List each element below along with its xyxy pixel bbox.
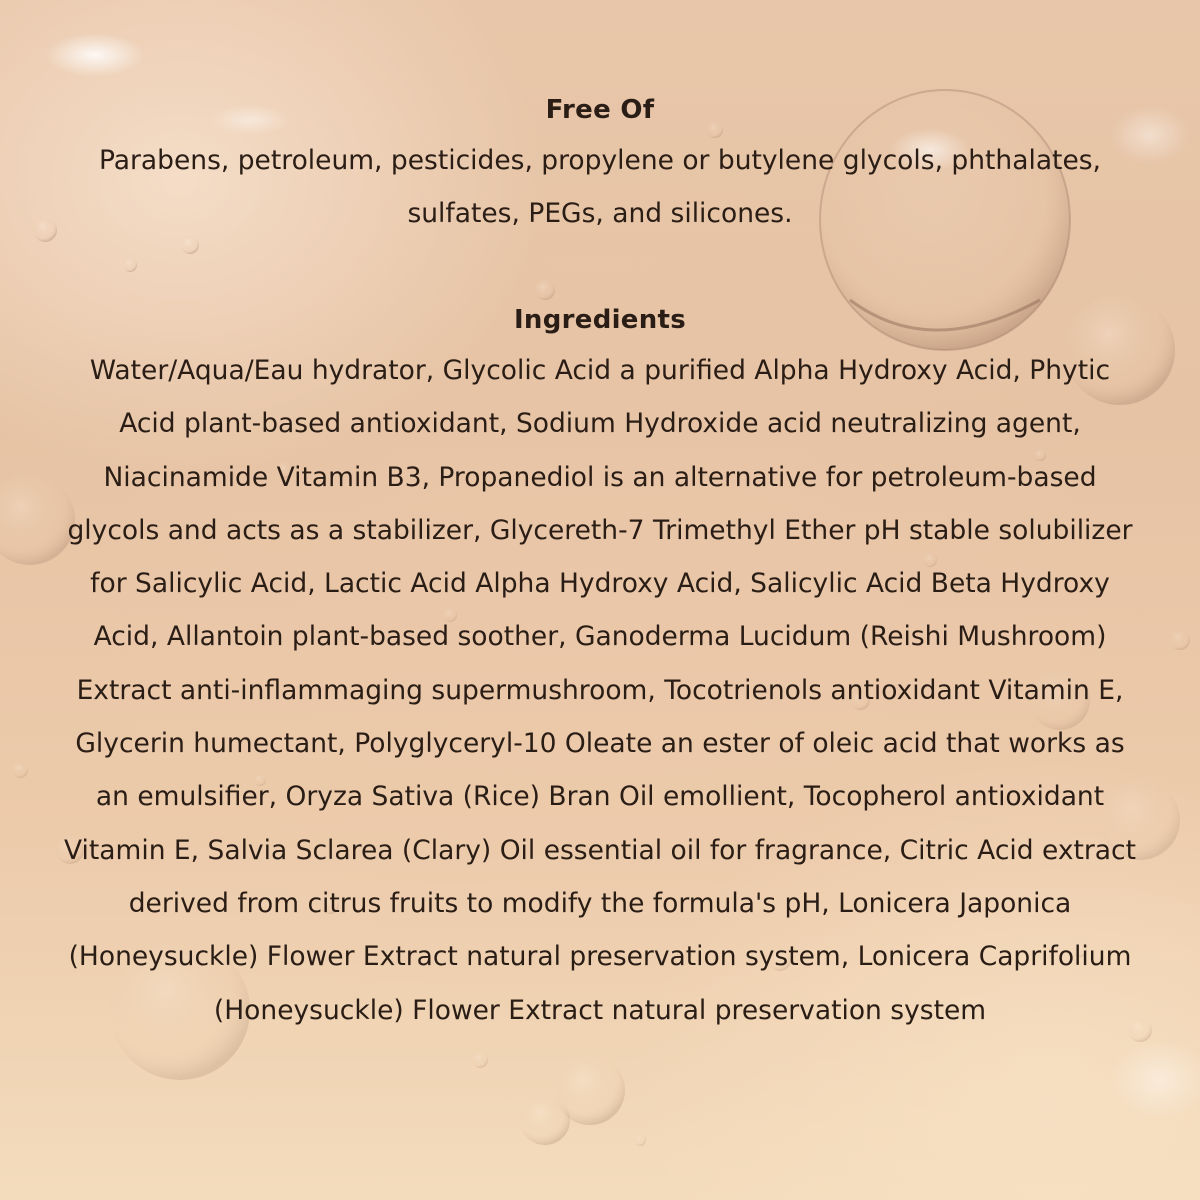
ingredients-heading: Ingredients [513,305,687,335]
section-spacer [50,240,1150,296]
product-info-text [50,86,1150,1037]
ingredients-list: Water/Aqua/Eau hydrator, Glycolic Acid a purified Alpha Hydroxy Acid, Phytic Acid plant-based antioxidant, Sodium Hydroxide acid neutralizing agent, Niacinamide Vitamin B3, Propanediol is an alternative for petroleum-based glycols and acts as a stabilizer, Glycereth-7 Trimethyl Ether pH stable solubilizer for Salicylic Acid, Lactic Acid Alpha Hydroxy Acid, Salicylic Acid Beta Hydroxy Acid, Allantoin plant-based soother, Ganoderma Lucidum (Reishi Mushroom) Extract anti-inflammaging supermushroom, Tocotrienols antioxidant Vitamin E, Glycerin humectant, Polyglyceryl-10 Oleate an ester of oleic acid that works as an emulsifier, Oryza Sativa (Rice) Bran Oil emollient, Tocopherol antioxidant Vitamin E, Salvia Sclarea (Clary) Oil essential oil for fragrance, Citric Acid extract derived from citrus fruits to modify the formula's pH, Lonicera Japonica (Honeysuckle) Flower Extract natural preservation system, Lonicera Caprifolium (Honeysuckle) Flower Extract natural preservation system [63,355,1137,1026]
free-of-heading: Free Of [545,95,655,125]
free-of-list: Parabens, petroleum, pesticides, propylene or butylene glycols, phthalates, sulfates, PEGs, and silicones. [99,145,1101,229]
